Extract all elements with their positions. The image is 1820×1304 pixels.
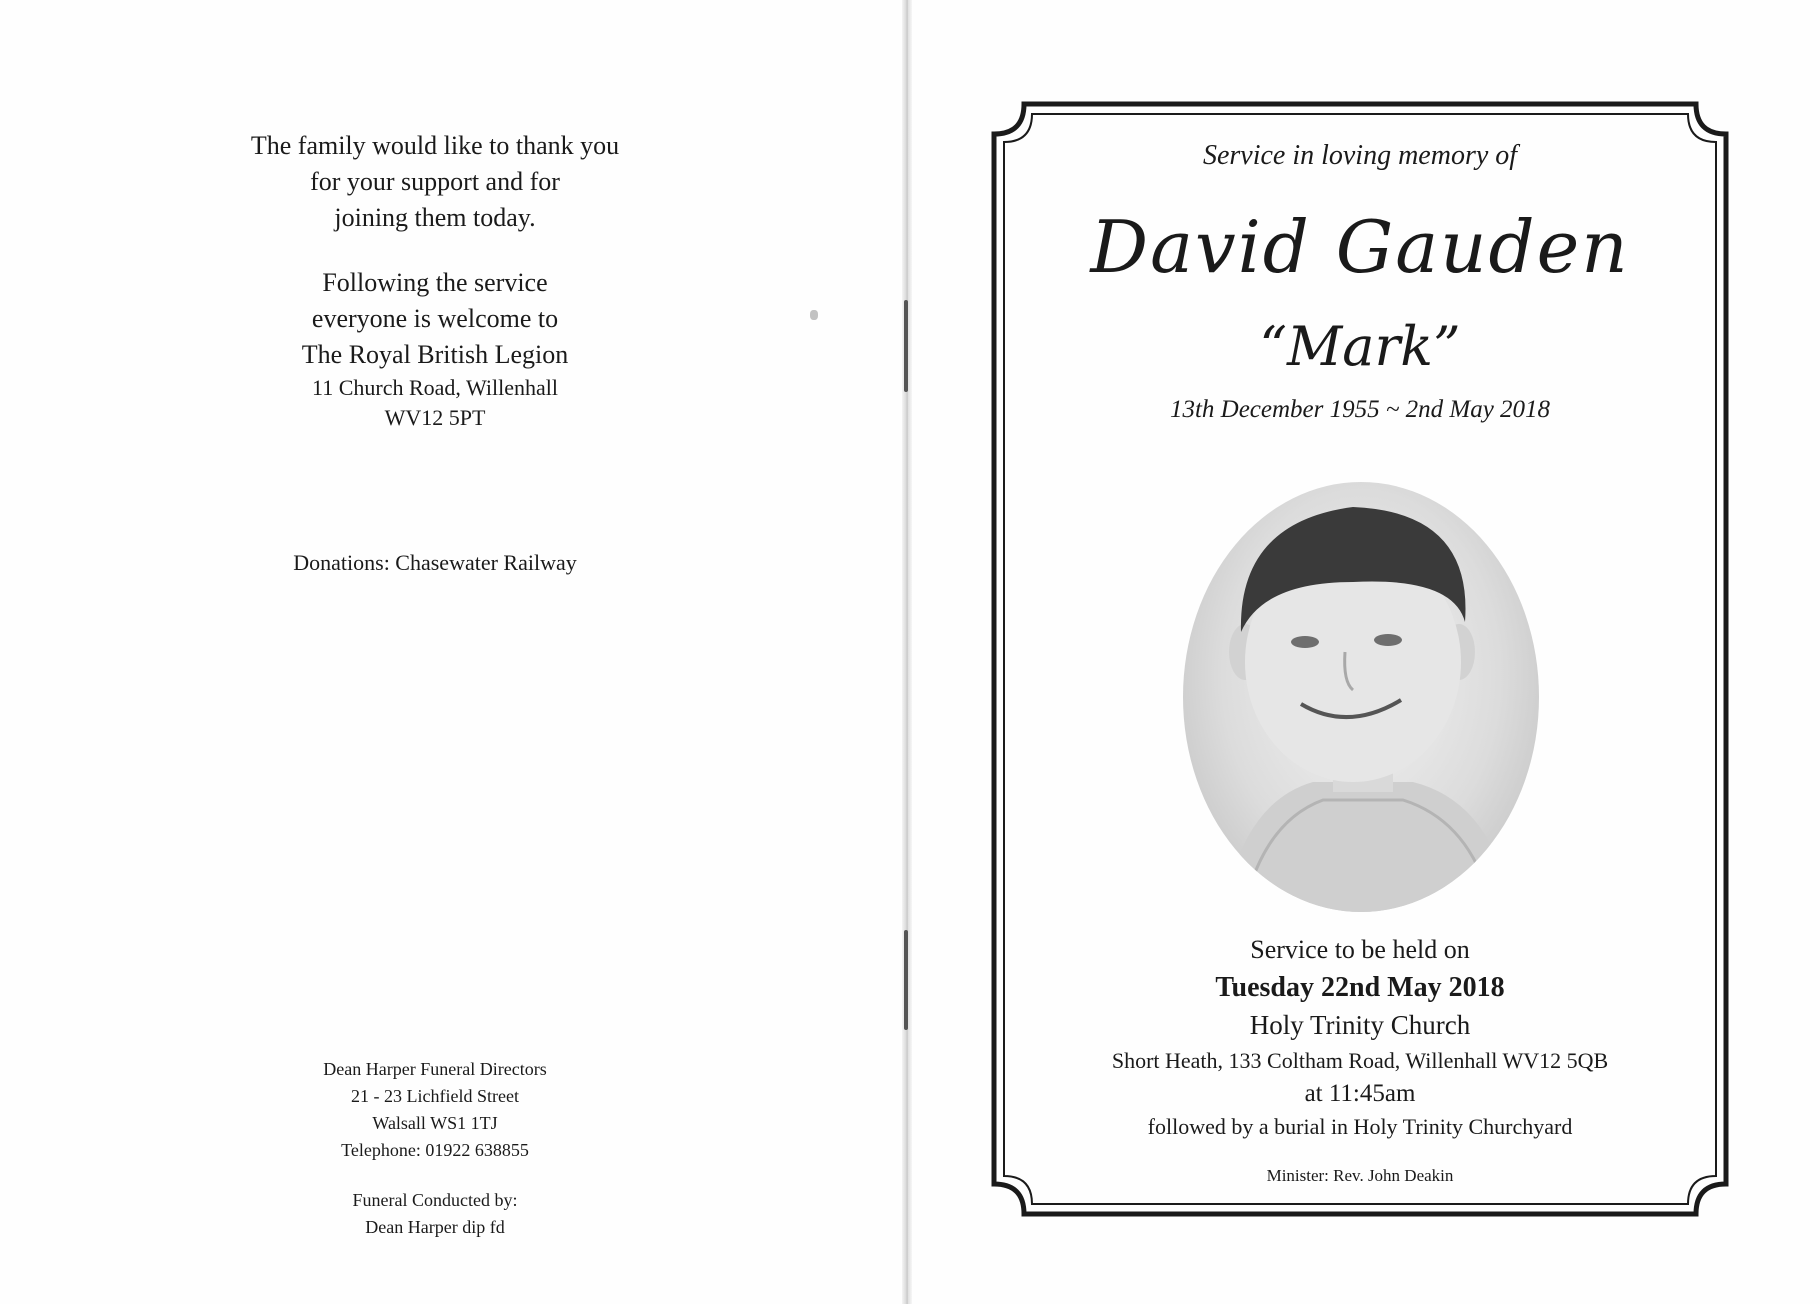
director-line: 21 - 23 Lichfield Street [351, 1086, 519, 1106]
paper-mark [810, 310, 818, 320]
funeral-director-details [40, 1056, 830, 1164]
service-title: Service in loving memory of [1202, 140, 1518, 171]
donations-note: Donations: Chasewater Railway [293, 550, 577, 575]
staple [904, 300, 908, 392]
funeral-conducted-by [40, 1187, 830, 1241]
portrait-photo [1183, 482, 1539, 912]
deceased-nickname: “Mark” [1259, 315, 1461, 378]
following-line: The Royal British Legion [301, 340, 569, 369]
service-time: at 11:45am [1304, 1080, 1416, 1107]
director-line: Dean Harper Funeral Directors [323, 1059, 547, 1079]
thank-you-message [40, 128, 830, 236]
thanks-line: joining them today. [334, 203, 536, 232]
director-line: Walsall WS1 1TJ [372, 1113, 498, 1133]
burial-note: followed by a burial in Holy Trinity Churchyard [1147, 1114, 1573, 1139]
following-service-info [40, 265, 830, 433]
director-line: Telephone: 01922 638855 [341, 1140, 529, 1160]
thanks-line: The family would like to thank you [250, 131, 620, 160]
deceased-name: David Gauden [1090, 205, 1630, 289]
life-dates: 13th December 1955 ~ 2nd May 2018 [1169, 396, 1551, 423]
following-line: everyone is welcome to [311, 304, 559, 333]
venue-address-line: WV12 5PT [384, 405, 486, 430]
church-address: Short Heath, 133 Coltham Road, Willenhall WV12 5QB [1111, 1048, 1609, 1073]
service-date: Tuesday 22nd May 2018 [1215, 972, 1505, 1003]
booklet-fold [902, 0, 912, 1304]
venue-address-line: 11 Church Road, Willenhall [312, 375, 558, 400]
staple [904, 930, 908, 1030]
church-name: Holy Trinity Church [1249, 1010, 1471, 1040]
minister: Minister: Rev. John Deakin [1266, 1166, 1454, 1185]
thanks-line: for your support and for [310, 167, 560, 196]
conducted-line: Dean Harper dip fd [365, 1217, 505, 1237]
service-held-label: Service to be held on [1250, 935, 1470, 964]
following-line: Following the service [322, 268, 548, 297]
conducted-line: Funeral Conducted by: [352, 1190, 518, 1210]
